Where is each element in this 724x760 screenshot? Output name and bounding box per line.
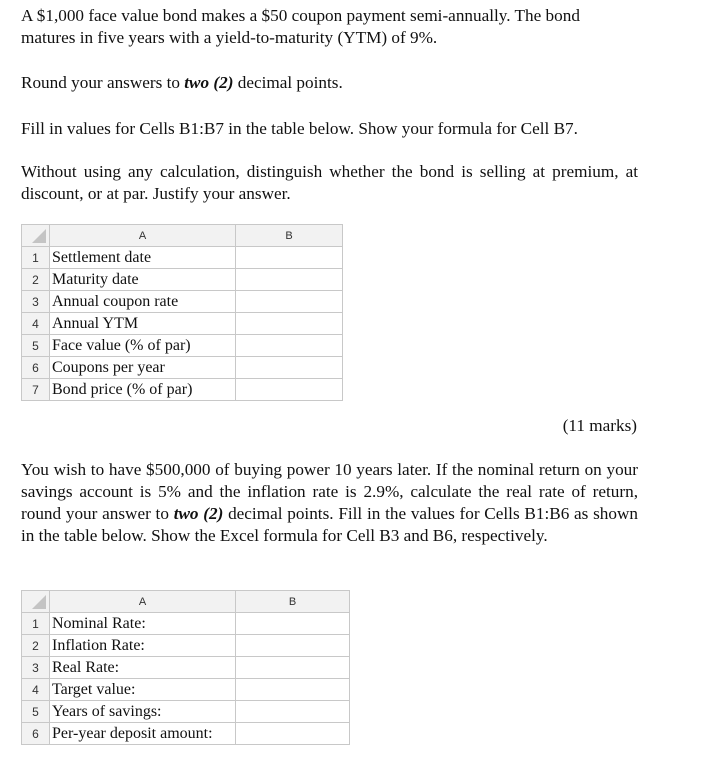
cell-a6[interactable]: Coupons per year xyxy=(50,357,236,379)
row-number[interactable]: 6 xyxy=(22,723,50,745)
table-row xyxy=(22,291,343,313)
q1-spreadsheet xyxy=(21,224,343,401)
cell-a2[interactable]: Inflation Rate: xyxy=(50,635,236,657)
header-row xyxy=(22,225,343,247)
q1-fill-instruction: Fill in values for Cells B1:B7 in the table below. Show your formula for Cell B7. xyxy=(21,119,578,138)
table-row xyxy=(22,635,350,657)
cell-b5[interactable] xyxy=(236,335,343,357)
row-number[interactable]: 6 xyxy=(22,357,50,379)
cell-a7[interactable]: Bond price (% of par) xyxy=(50,379,236,401)
table-row xyxy=(22,269,343,291)
column-header-a[interactable]: A xyxy=(50,225,236,247)
q2-text-pre: You wish to have $500,000 of buying power 10 years later. If the nominal return on your savings account is 5% and the inflation rate is 2.9%, calculate the real rate of return, round your answer to xyxy=(21,460,638,523)
cell-b6[interactable] xyxy=(236,357,343,379)
cell-a5[interactable]: Face value (% of par) xyxy=(50,335,236,357)
row-number[interactable]: 1 xyxy=(22,247,50,269)
header-row xyxy=(22,591,350,613)
cell-b7[interactable] xyxy=(236,379,343,401)
q2-text-emphasis: two (2) xyxy=(173,504,224,523)
table-row xyxy=(22,357,343,379)
row-number[interactable]: 7 xyxy=(22,379,50,401)
cell-a6[interactable]: Per-year deposit amount: xyxy=(50,723,236,745)
cell-b2[interactable] xyxy=(236,635,350,657)
cell-b5[interactable] xyxy=(236,701,350,723)
q1-rounding-instruction xyxy=(21,72,638,94)
cell-b2[interactable] xyxy=(236,269,343,291)
table-row xyxy=(22,335,343,357)
table-row xyxy=(22,723,350,745)
row-number[interactable]: 4 xyxy=(22,679,50,701)
row-number[interactable]: 2 xyxy=(22,635,50,657)
cell-b3[interactable] xyxy=(236,291,343,313)
column-header-a[interactable]: A xyxy=(50,591,236,613)
q1-round-emphasis: two (2) xyxy=(184,73,234,92)
cell-a1[interactable]: Settlement date xyxy=(50,247,236,269)
cell-a5[interactable]: Years of savings: xyxy=(50,701,236,723)
q2-spreadsheet xyxy=(21,590,350,745)
q2-text-post: decimal points. Fill in the values for Cells B1:B6 as shown in the table below. Show the Excel formula for Cell B3 and B6, respectively. xyxy=(21,504,639,545)
select-all-corner[interactable] xyxy=(22,225,50,247)
column-header-b[interactable]: B xyxy=(236,225,343,247)
q1-intro-line2: matures in five years with a yield-to-maturity (YTM) of 9%. xyxy=(21,28,438,47)
table-row xyxy=(22,379,343,401)
q1-distinguish-instruction: Without using any calculation, distinguish whether the bond is selling at premium, at discount, or at par. Justify your answer. xyxy=(21,162,638,203)
table-row xyxy=(22,613,350,635)
table-row xyxy=(22,679,350,701)
cell-b4[interactable] xyxy=(236,313,343,335)
q1-marks: (11 marks) xyxy=(562,416,637,435)
q1-round-post: decimal points. xyxy=(233,73,343,92)
row-number[interactable]: 5 xyxy=(22,335,50,357)
row-number[interactable]: 5 xyxy=(22,701,50,723)
cell-b6[interactable] xyxy=(236,723,350,745)
select-all-corner[interactable] xyxy=(22,591,50,613)
table-row xyxy=(22,247,343,269)
table-row xyxy=(22,701,350,723)
row-number[interactable]: 1 xyxy=(22,613,50,635)
cell-b4[interactable] xyxy=(236,679,350,701)
q1-intro xyxy=(21,5,638,49)
cell-a2[interactable]: Maturity date xyxy=(50,269,236,291)
cell-b1[interactable] xyxy=(236,613,350,635)
cell-a4[interactable]: Target value: xyxy=(50,679,236,701)
row-number[interactable]: 2 xyxy=(22,269,50,291)
cell-a3[interactable]: Annual coupon rate xyxy=(50,291,236,313)
q2-instruction xyxy=(21,459,638,547)
cell-b3[interactable] xyxy=(236,657,350,679)
q1-intro-line1: A $1,000 face value bond makes a $50 coupon payment semi-annually. The bond xyxy=(21,6,580,25)
row-number[interactable]: 3 xyxy=(22,291,50,313)
table-row xyxy=(22,313,343,335)
cell-b1[interactable] xyxy=(236,247,343,269)
column-header-b[interactable]: B xyxy=(236,591,350,613)
cell-a4[interactable]: Annual YTM xyxy=(50,313,236,335)
q1-round-pre: Round your answers to xyxy=(21,73,185,92)
row-number[interactable]: 4 xyxy=(22,313,50,335)
cell-a1[interactable]: Nominal Rate: xyxy=(50,613,236,635)
cell-a3[interactable]: Real Rate: xyxy=(50,657,236,679)
table-row xyxy=(22,657,350,679)
row-number[interactable]: 3 xyxy=(22,657,50,679)
